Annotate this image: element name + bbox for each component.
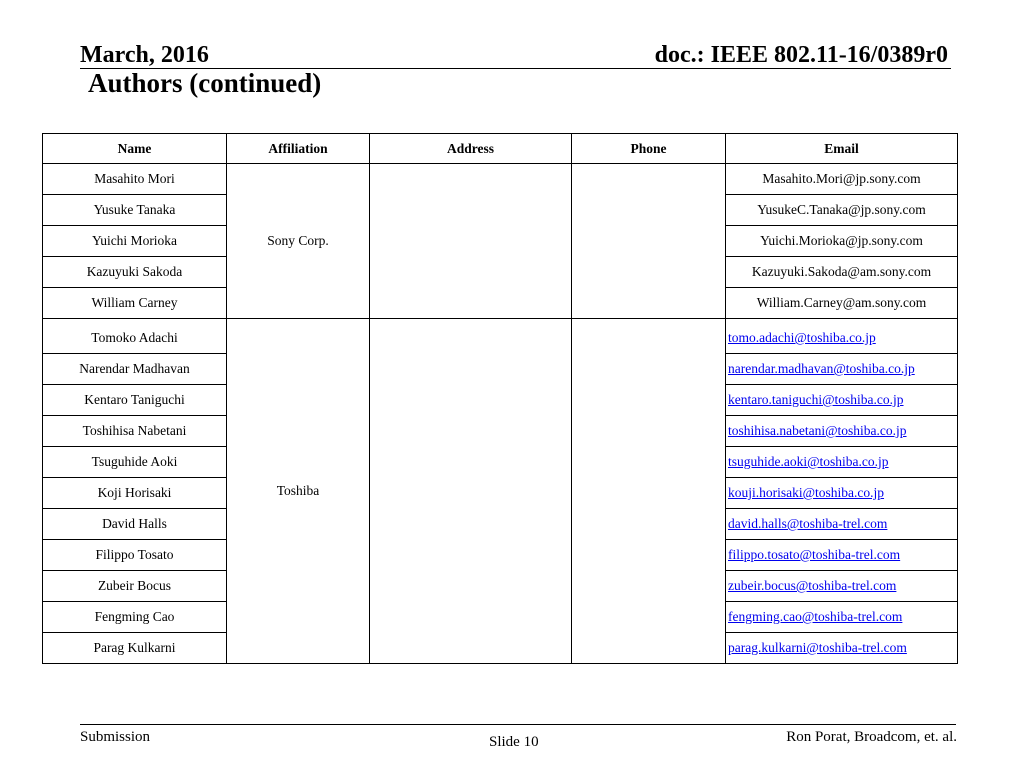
author-name: Kentaro Taniguchi	[43, 385, 227, 416]
footer-slide-number: Slide 10	[489, 734, 539, 750]
author-email	[726, 319, 958, 354]
author-name: Parag Kulkarni	[43, 633, 227, 664]
author-name: Kazuyuki Sakoda	[43, 257, 227, 288]
author-email	[726, 478, 958, 509]
author-name: Masahito Mori	[43, 164, 227, 195]
email-link[interactable]: tsuguhide.aoki@toshiba.co.jp	[728, 454, 889, 469]
authors-table	[42, 133, 958, 664]
author-email	[726, 540, 958, 571]
author-email	[726, 633, 958, 664]
footer-divider	[80, 724, 956, 725]
author-email	[726, 602, 958, 633]
author-email	[726, 509, 958, 540]
author-name: Narendar Madhavan	[43, 354, 227, 385]
author-name: Koji Horisaki	[43, 478, 227, 509]
table-row	[43, 164, 958, 195]
author-name: William Carney	[43, 288, 227, 319]
author-email: Masahito.Mori@jp.sony.com	[726, 164, 958, 195]
author-email	[726, 416, 958, 447]
author-email: William.Carney@am.sony.com	[726, 288, 958, 319]
slide-title: Authors (continued)	[88, 68, 322, 98]
author-name: Tsuguhide Aoki	[43, 447, 227, 478]
phone-cell	[572, 164, 726, 319]
phone-cell	[572, 319, 726, 664]
address-cell	[370, 164, 572, 319]
author-name: Fengming Cao	[43, 602, 227, 633]
table-header-row	[43, 134, 958, 164]
affiliation-cell: Sony Corp.	[227, 164, 370, 319]
author-email	[726, 571, 958, 602]
author-email	[726, 354, 958, 385]
email-link[interactable]: parag.kulkarni@toshiba-trel.com	[728, 640, 907, 655]
footer-submission: Submission	[80, 729, 151, 745]
column-header-address: Address	[370, 134, 572, 164]
author-email: YusukeC.Tanaka@jp.sony.com	[726, 195, 958, 226]
table-row	[43, 319, 958, 354]
email-link[interactable]: filippo.tosato@toshiba-trel.com	[728, 547, 901, 562]
author-email	[726, 447, 958, 478]
footer-author: Ron Porat, Broadcom, et. al.	[786, 729, 957, 745]
email-link[interactable]: fengming.cao@toshiba-trel.com	[728, 609, 903, 624]
email-link[interactable]: tomo.adachi@toshiba.co.jp	[728, 330, 876, 345]
column-header-phone: Phone	[572, 134, 726, 164]
author-name: Tomoko Adachi	[43, 319, 227, 354]
author-name: Toshihisa Nabetani	[43, 416, 227, 447]
author-email: Yuichi.Morioka@jp.sony.com	[726, 226, 958, 257]
column-header-affiliation: Affiliation	[227, 134, 370, 164]
author-name: David Halls	[43, 509, 227, 540]
header-date: March, 2016	[80, 42, 209, 68]
email-link[interactable]: toshihisa.nabetani@toshiba.co.jp	[728, 423, 907, 438]
email-link[interactable]: kentaro.taniguchi@toshiba.co.jp	[728, 392, 904, 407]
column-header-name: Name	[43, 134, 227, 164]
column-header-email: Email	[726, 134, 958, 164]
author-email	[726, 385, 958, 416]
email-link[interactable]: zubeir.bocus@toshiba-trel.com	[728, 578, 897, 593]
author-name: Yusuke Tanaka	[43, 195, 227, 226]
author-name: Zubeir Bocus	[43, 571, 227, 602]
author-email: Kazuyuki.Sakoda@am.sony.com	[726, 257, 958, 288]
email-link[interactable]: david.halls@toshiba-trel.com	[728, 516, 888, 531]
email-link[interactable]: kouji.horisaki@toshiba.co.jp	[728, 485, 885, 500]
address-cell	[370, 319, 572, 664]
email-link[interactable]: narendar.madhavan@toshiba.co.jp	[728, 361, 915, 376]
author-name: Filippo Tosato	[43, 540, 227, 571]
author-name: Yuichi Morioka	[43, 226, 227, 257]
affiliation-cell: Toshiba	[227, 319, 370, 664]
header-doc-id: doc.: IEEE 802.11-16/0389r0	[654, 42, 948, 68]
